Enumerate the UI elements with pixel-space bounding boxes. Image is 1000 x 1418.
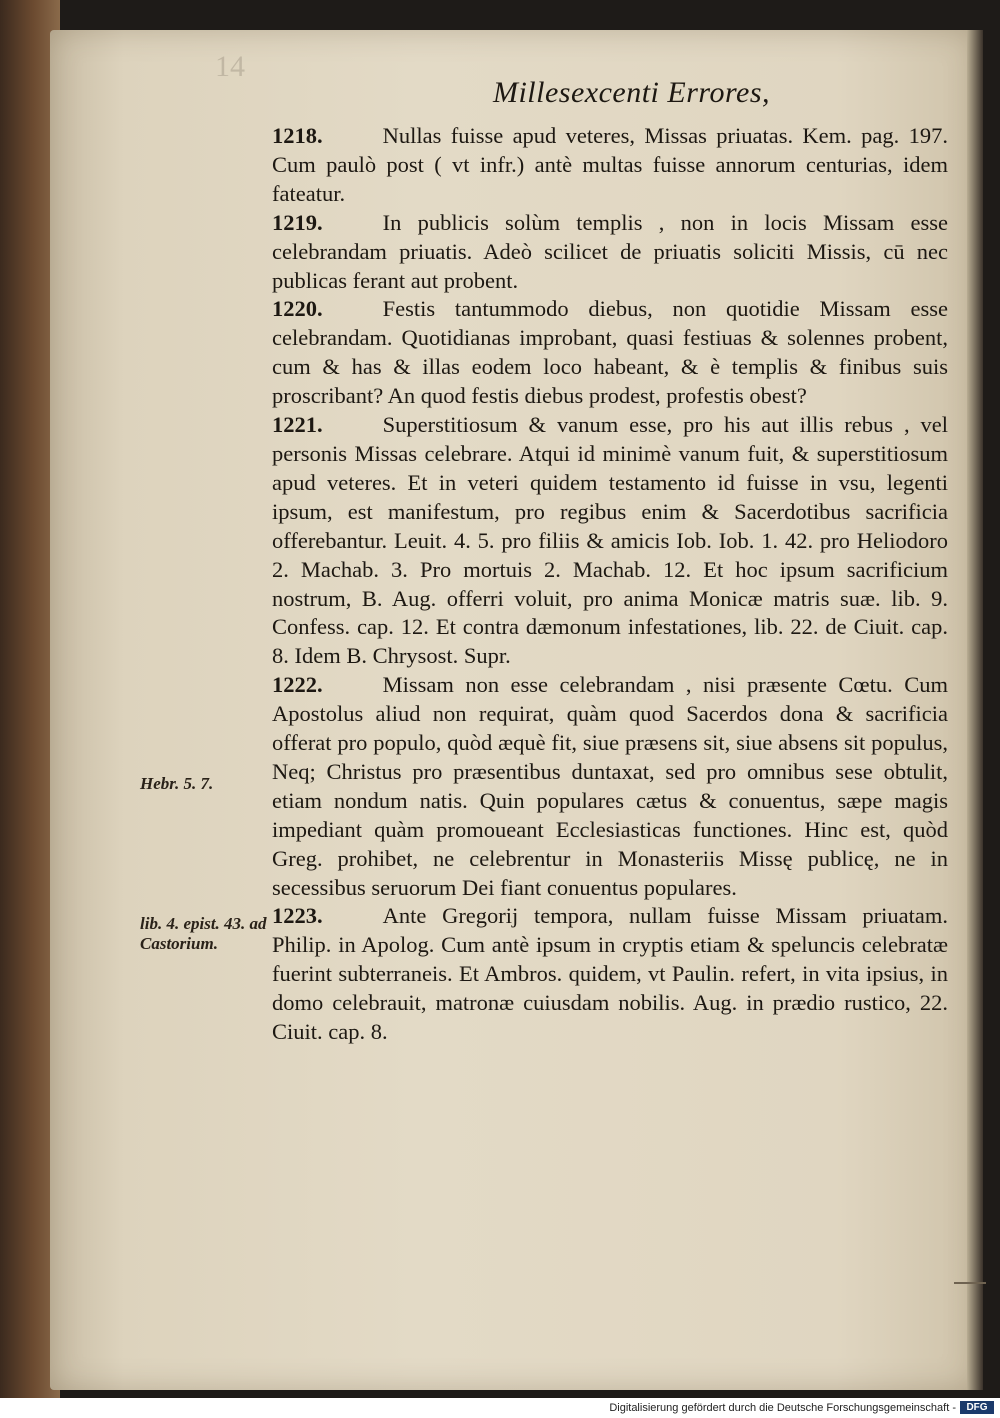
- dfg-logo: DFG: [960, 1401, 994, 1414]
- entry-text: Missam non esse celebrandam , nisi præsente Cœtu. Cum Apostolus aliud non requirat, quàm quod Sacerdos dona & sacrificia offerat pro populo, quòd æquè fit, siue præsens sit, siue absens sit populus, Neq; Christus pro præsentibus duntaxat, sed pro omnibus sese obtulit, etiam nondum natis. Quin populares cætus & conuentus, sæpe magis impediant quàm promoueant Ecclesiasticas functiones. Hinc est, quòd Greg. prohibet, ne celebrentur in Monasteriis Missę publicę, ne in secessibus seruorum Dei fiant conuentus populares.: [272, 672, 948, 900]
- entry-1219: [272, 209, 948, 296]
- entry-1223: [272, 902, 948, 1047]
- entry-number: 1223.: [272, 903, 323, 929]
- entry-number: 1220.: [272, 296, 323, 322]
- entry-number: 1218.: [272, 123, 323, 148]
- page-edge-shadow: [967, 30, 983, 1390]
- entry-number: 1222.: [272, 672, 323, 698]
- entry-1220: [272, 295, 948, 411]
- margin-note-hebr: Hebr. 5. 7.: [140, 774, 214, 793]
- entry-text: Festis tantummodo diebus, non quotidie Missam esse celebrandam. Quotidianas improbant, quasi festiuas & solennes probent, cum & has & illas eodem loco habeant, & è templis & finibus suis proscribant? An quod festis diebus prodest, profestis obest?: [272, 296, 948, 409]
- ghost-page-number: 14: [215, 50, 245, 83]
- entry-text: Ante Gregorij tempora, nullam fuisse Missam priuatam. Philip. in Apolog. Cum antè ipsum in cryptis etiam & speluncis celebratæ fuerint subterraneis. Et Ambros. quidem, vt Paulin. refert, in vita ipsius, in domo celebrauit, matronæ cuiusdam nobilis. Aug. in prædio rustico, 22. Ciuit. cap. 8.: [272, 903, 948, 1045]
- entry-text: Nullas fuisse apud veteres, Missas priuatas. Kem. pag. 197. Cum paulò post ( vt infr.) antè multas fuisse annorum centurias, idem fateatur.: [272, 123, 948, 206]
- catchword-rule: [954, 1282, 986, 1284]
- entry-text: Superstitiosum & vanum esse, pro his aut illis rebus , vel personis Missas celebrare. Atqui id minimè vanum fuit, & superstitiosum apud veteres. Et in veteri quidem testamento id fuisse in vsu, legenti ipsum, est manifestum, pro regibus enim & Sacerdotibus sacrificia offerebantur. Leuit. 4. 5. pro filiis & amicis Iob. Iob. 1. 42. pro Heliodoro 2. Machab. 3. Pro mortuis 2. Machab. 12. Et hoc ipsum sacrificium nostrum, B. Aug. offerri voluit, pro anima Monicæ matris suæ. lib. 9. Confess. cap. 12. Et contra dæmonum infestationes, lib. 22. de Ciuit. cap. 8. Idem B. Chrysost. Supr.: [272, 412, 948, 669]
- body-text: [272, 122, 948, 1047]
- entry-number: 1221.: [272, 412, 323, 438]
- entry-number: 1219.: [272, 209, 323, 235]
- entry-text: In publicis solùm templis , non in locis Missam esse celebrandam priuatis. Adeò scilicet de priuatis soliciti Missis, cū nec publicas ferant aut probent.: [272, 209, 948, 293]
- footer-credit: Digitalisierung gefördert durch die Deutsche Forschungsgemeinschaft -: [609, 1402, 956, 1414]
- margin-note-lib4: lib. 4. epist. 43. ad Castorium.: [140, 914, 267, 953]
- entry-1218: [272, 122, 948, 209]
- entry-1222: [272, 671, 948, 902]
- entry-1221: [272, 411, 948, 671]
- digitization-footer: [0, 1398, 1000, 1418]
- running-head: Millesexcenti Errores,: [492, 76, 770, 109]
